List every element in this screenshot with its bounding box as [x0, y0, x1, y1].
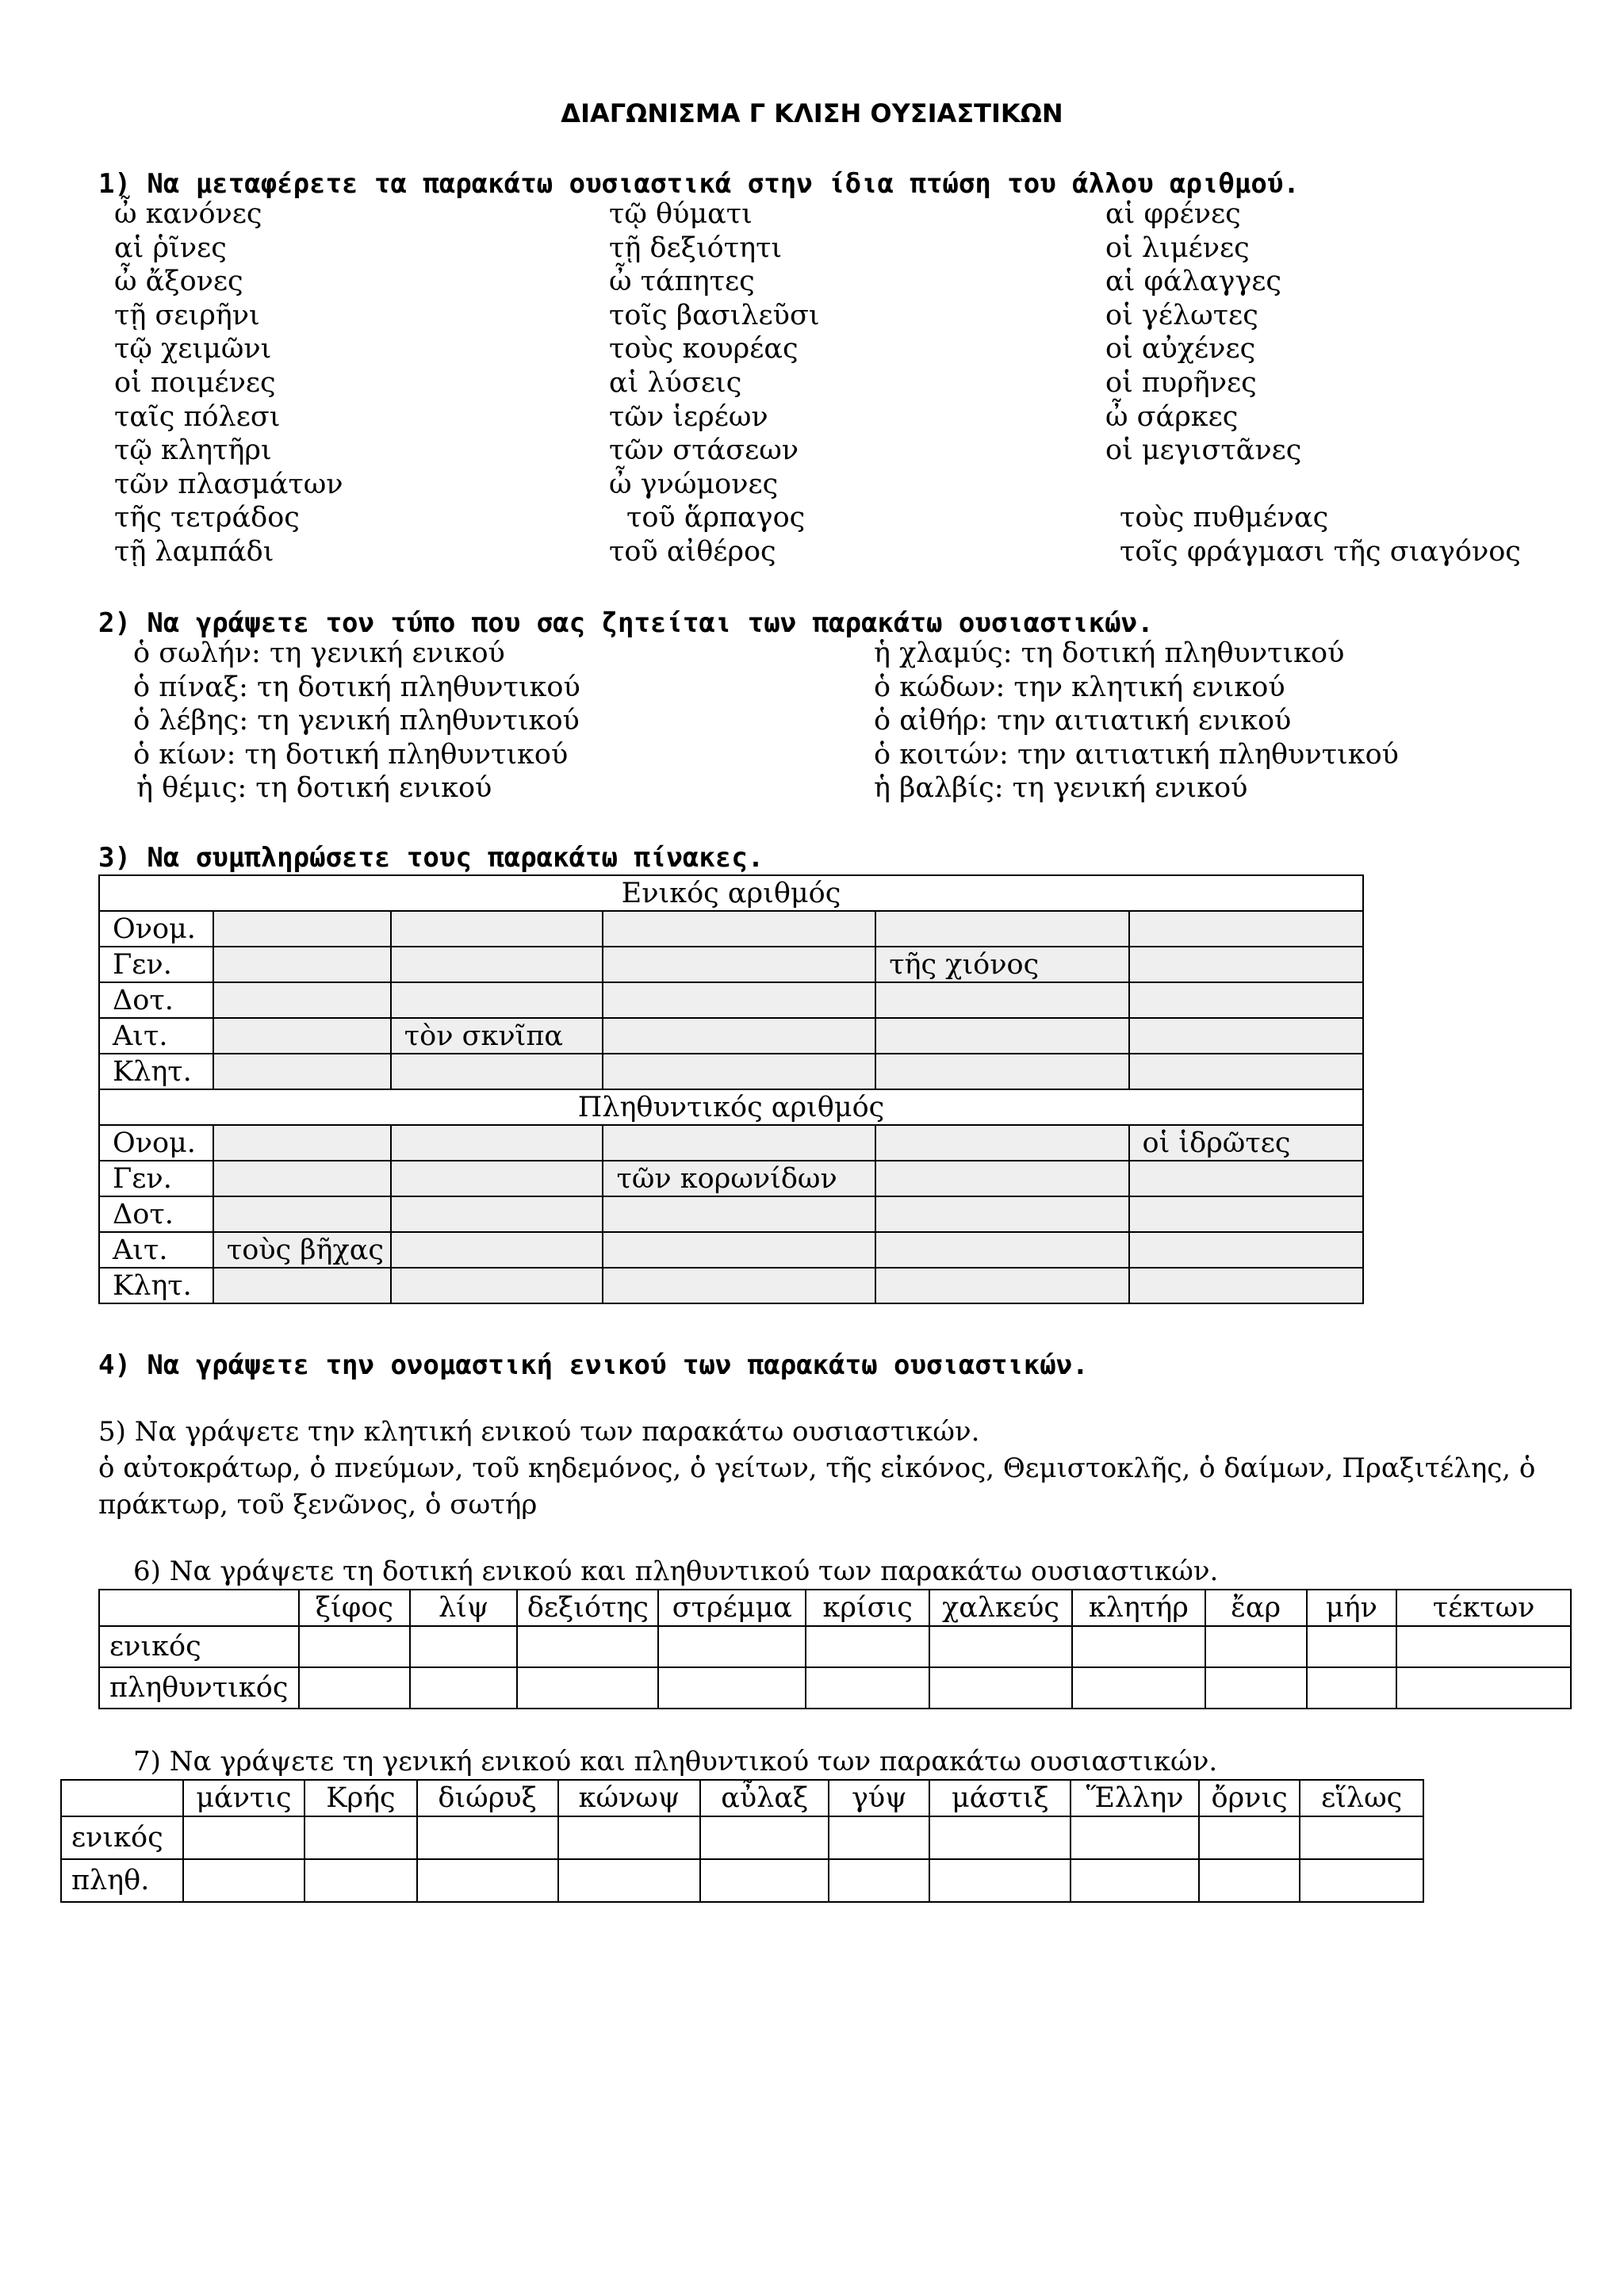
q1-column-3-item: οἱ αὐχένες [1105, 333, 1256, 365]
answer-cell[interactable] [213, 982, 391, 1018]
answer-cell[interactable] [658, 1626, 806, 1667]
q1-col1-item: τῇ λαμπάδι [114, 536, 274, 568]
corner-cell [61, 1780, 183, 1816]
case-label: Αιτ. [99, 1018, 213, 1054]
q1-col1-item: τῇ σειρῆνι [114, 299, 260, 331]
answer-cell[interactable] [1129, 1232, 1364, 1268]
table-row [99, 1018, 1363, 1054]
answer-cell[interactable] [603, 1125, 875, 1161]
column-header: διώρυξ [417, 1780, 558, 1816]
answer-cell[interactable] [829, 1816, 929, 1859]
q1-col2-item: τοῖς βασιλεῦσι [609, 299, 820, 331]
answer-cell[interactable] [929, 1626, 1072, 1667]
case-label: Ονομ. [99, 911, 213, 947]
answer-cell[interactable]: τὸν σκνῖπα [391, 1018, 603, 1054]
q1-col2-item: τοῦ αἰθέρος [609, 536, 776, 568]
answer-cell[interactable] [391, 1232, 603, 1268]
table-row [99, 1054, 1363, 1089]
corner-cell [99, 1590, 299, 1626]
row-label: ενικός [99, 1626, 299, 1667]
q3-caption-row [99, 875, 1363, 911]
q2-left-item: ἡ θέμις: τη δοτική ενικού [136, 772, 492, 805]
q1-col2-item: ὦ γνώμονες [609, 468, 779, 500]
page-title: ΔΙΑΓΩΝΙΣΜΑ Γ ΚΛΙΣΗ ΟΥΣΙΑΣΤΙΚΩΝ [561, 98, 1063, 128]
q1-col2-item: τῶν στάσεων [609, 434, 799, 467]
row-label: πληθ. [61, 1859, 183, 1902]
answer-cell[interactable] [299, 1667, 410, 1709]
answer-cell[interactable] [603, 982, 875, 1018]
answer-cell[interactable] [875, 1232, 1128, 1268]
answer-cell[interactable] [391, 1161, 603, 1196]
answer-cell[interactable] [700, 1859, 829, 1902]
column-header: γύψ [829, 1780, 929, 1816]
answer-cell[interactable] [1199, 1816, 1300, 1859]
header-row [99, 1590, 1571, 1626]
q1-col2-item: ὦ τάπητες [609, 266, 755, 298]
answer-cell[interactable] [304, 1816, 416, 1859]
answer-cell[interactable] [1300, 1859, 1423, 1902]
case-label: Δοτ. [99, 1196, 213, 1232]
column-header: λίψ [410, 1590, 518, 1626]
answer-cell[interactable] [558, 1816, 701, 1859]
answer-cell[interactable] [299, 1626, 410, 1667]
column-header: χαλκεύς [929, 1590, 1072, 1626]
answer-cell[interactable] [517, 1667, 658, 1709]
answer-cell[interactable]: τοὺς βῆχας [213, 1232, 391, 1268]
answer-cell[interactable] [213, 1054, 391, 1089]
column-header: ὄρνις [1199, 1780, 1300, 1816]
table-row [99, 1667, 1571, 1709]
case-label: Κλητ. [99, 1054, 213, 1089]
answer-cell[interactable] [417, 1816, 558, 1859]
q2-left-item: ὁ κίων: τη δοτική πληθυντικού [133, 738, 569, 771]
answer-cell[interactable] [1129, 1161, 1364, 1196]
column-header: Κρής [304, 1780, 416, 1816]
answer-cell[interactable] [875, 1125, 1128, 1161]
q1-column-3-item: τοὺς πυθμένας [1120, 502, 1329, 534]
answer-cell[interactable] [700, 1816, 829, 1859]
answer-cell[interactable] [603, 1232, 875, 1268]
answer-cell[interactable] [391, 1125, 603, 1161]
answer-cell[interactable] [1396, 1667, 1571, 1709]
q1-col2-item: τῷ θύματι [609, 198, 753, 230]
answer-cell[interactable] [391, 1268, 603, 1303]
table-row [99, 982, 1363, 1018]
column-header: στρέμμα [658, 1590, 806, 1626]
column-header: κρίσις [806, 1590, 929, 1626]
q2-right-item: ὁ αἰθήρ: την αιτιατική ενικού [874, 705, 1292, 737]
q1-column-3-item: οἱ γέλωτες [1105, 299, 1258, 331]
q1-col2-item: αἱ λύσεις [609, 367, 742, 399]
q4-heading: 4) Να γράψετε την ονομαστική ενικού των παρακάτω ουσιαστικών. [98, 1349, 1089, 1381]
q7-heading: 7) Να γράψετε τη γενική ενικού και πληθυντικού των παρακάτω ουσιαστικών. [133, 1746, 1218, 1777]
answer-cell[interactable] [1199, 1859, 1300, 1902]
table-row [99, 1125, 1363, 1161]
q2-left-item: ὁ πίναξ: τη δοτική πληθυντικού [133, 671, 580, 703]
column-header: εἵλως [1300, 1780, 1423, 1816]
answer-cell[interactable] [1205, 1667, 1307, 1709]
q2-right-item: ὁ κοιτών: την αιτιατική πληθυντικού [874, 738, 1399, 771]
q1-col1-item: τῷ κλητῆρι [114, 434, 272, 467]
answer-cell[interactable] [417, 1859, 558, 1902]
q1-col2-item: τῶν ἱερέων [609, 400, 768, 433]
answer-cell[interactable] [517, 1626, 658, 1667]
answer-cell[interactable] [806, 1626, 929, 1667]
header-row [61, 1780, 1423, 1816]
column-header: Ἕλλην [1071, 1780, 1199, 1816]
column-header: ξίφος [299, 1590, 410, 1626]
q1-col1-item: τῷ χειμῶνι [114, 333, 272, 365]
column-header: μήν [1307, 1590, 1397, 1626]
q1-col1-item: αἱ ῥῖνες [114, 232, 227, 264]
case-label: Δοτ. [99, 982, 213, 1018]
answer-cell[interactable] [603, 947, 875, 982]
answer-cell[interactable] [875, 1196, 1128, 1232]
table-row [99, 1161, 1363, 1196]
answer-cell[interactable] [391, 911, 603, 947]
answer-cell[interactable] [603, 1196, 875, 1232]
answer-cell[interactable] [1072, 1626, 1205, 1667]
answer-cell[interactable] [213, 1268, 391, 1303]
q1-col2-item: τοὺς κουρέας [609, 333, 799, 365]
q2-left-item: ὁ λέβης: τη γενική πληθυντικού [133, 705, 580, 737]
answer-cell[interactable] [1129, 1196, 1364, 1232]
answer-cell[interactable] [1300, 1816, 1423, 1859]
answer-cell[interactable] [391, 1054, 603, 1089]
q1-col2-item: τοῦ ἅρπαγος [626, 502, 806, 534]
column-header: δεξιότης [517, 1590, 658, 1626]
answer-cell[interactable]: τῶν κορωνίδων [603, 1161, 875, 1196]
row-label: πληθυντικός [99, 1667, 299, 1709]
case-label: Αιτ. [99, 1232, 213, 1268]
answer-cell[interactable] [603, 1054, 875, 1089]
answer-cell[interactable] [213, 1161, 391, 1196]
table-row [99, 911, 1363, 947]
q2-right-item: ἡ βαλβίς: τη γενική ενικού [874, 772, 1248, 805]
answer-cell[interactable] [410, 1626, 518, 1667]
q6-dative-table [98, 1589, 1572, 1709]
answer-cell[interactable] [1396, 1626, 1571, 1667]
answer-cell[interactable] [213, 1018, 391, 1054]
column-header: μάντις [183, 1780, 305, 1816]
answer-cell[interactable] [1307, 1667, 1397, 1709]
answer-cell[interactable] [1205, 1626, 1307, 1667]
table-row [61, 1859, 1423, 1902]
q1-col1-item: τῆς τετράδος [114, 502, 300, 534]
answer-cell[interactable] [603, 911, 875, 947]
answer-cell[interactable] [1071, 1859, 1199, 1902]
answer-cell[interactable] [558, 1859, 701, 1902]
q3-number-caption: Ενικός αριθμός [99, 875, 1363, 911]
answer-cell[interactable] [183, 1816, 305, 1859]
q3-declension-table [98, 874, 1364, 1304]
q1-column-3-item: οἱ πυρῆνες [1105, 367, 1257, 399]
answer-cell[interactable] [1129, 1054, 1364, 1089]
answer-cell[interactable] [929, 1859, 1071, 1902]
answer-cell[interactable] [929, 1667, 1072, 1709]
answer-cell[interactable] [1129, 947, 1364, 982]
table-row [99, 1196, 1363, 1232]
column-header: κλητήρ [1072, 1590, 1205, 1626]
q5-heading: 5) Να γράψετε την κλητική ενικού των παρακάτω ουσιαστικών. [98, 1416, 980, 1448]
answer-cell[interactable] [829, 1859, 929, 1902]
q1-col1-item: ὦ ἄξονες [114, 266, 243, 298]
answer-cell[interactable] [875, 911, 1128, 947]
table-row [99, 1626, 1571, 1667]
q5-word-list-line-2: πράκτωρ, τοῦ ξενῶνος, ὁ σωτήρ [98, 1489, 538, 1521]
answer-cell[interactable] [213, 1125, 391, 1161]
table-row [99, 1232, 1363, 1268]
answer-cell[interactable] [1129, 1018, 1364, 1054]
answer-cell[interactable] [1072, 1667, 1205, 1709]
answer-cell[interactable] [806, 1667, 929, 1709]
q1-column-3-item: οἱ λιμένες [1105, 232, 1250, 264]
q2-right-item: ὁ κώδων: την κλητική ενικού [874, 671, 1285, 703]
column-header: μάστιξ [929, 1780, 1071, 1816]
answer-cell[interactable] [603, 1018, 875, 1054]
q5-word-list-line-1: ὁ αὐτοκράτωρ, ὁ πνεύμων, τοῦ κηδεμόνος, ὁ γείτων, τῆς εἰκόνος, Θεμιστοκλῆς, ὁ δαίμων, Πραξιτέλης, ὁ [98, 1452, 1536, 1484]
answer-cell[interactable] [875, 1268, 1128, 1303]
q1-column-3-item: τοῖς φράγμασι τῆς σιαγόνος [1120, 536, 1521, 568]
q6-heading: 6) Να γράψετε τη δοτική ενικού και πληθυντικού των παρακάτω ουσιαστικών. [133, 1556, 1219, 1587]
q1-column-3-item: αἱ φάλαγγες [1105, 266, 1282, 298]
column-header: κώνωψ [558, 1780, 701, 1816]
row-label: ενικός [61, 1816, 183, 1859]
column-header: ἔαρ [1205, 1590, 1307, 1626]
answer-cell[interactable] [213, 1196, 391, 1232]
q1-col1-item: τῶν πλασμάτων [114, 468, 343, 500]
answer-cell[interactable] [304, 1859, 416, 1902]
case-label: Ονομ. [99, 1125, 213, 1161]
answer-cell[interactable] [1129, 982, 1364, 1018]
answer-cell[interactable] [875, 982, 1128, 1018]
answer-cell[interactable] [875, 1161, 1128, 1196]
table-row [99, 1268, 1363, 1303]
q2-left-item: ὁ σωλήν: τη γενική ενικού [133, 637, 505, 669]
q1-col1-item: οἱ ποιμένες [114, 367, 276, 399]
q3-number-caption: Πληθυντικός αριθμός [99, 1089, 1363, 1125]
answer-cell[interactable] [391, 1196, 603, 1232]
q1-col1-item: ὦ κανόνες [114, 198, 262, 230]
case-label: Γεν. [99, 1161, 213, 1196]
answer-cell[interactable]: τῆς χιόνος [875, 947, 1128, 982]
q3-caption-row [99, 1089, 1363, 1125]
table-row [61, 1816, 1423, 1859]
q1-column-3-item: οἱ μεγιστᾶνες [1105, 434, 1302, 467]
answer-cell[interactable] [875, 1018, 1128, 1054]
q7-genitive-table [60, 1779, 1424, 1903]
answer-cell[interactable]: οἱ ἱδρῶτες [1129, 1125, 1364, 1161]
q1-heading: 1) Να μεταφέρετε τα παρακάτω ουσιαστικά στην ίδια πτώση του άλλου αριθμού. [98, 168, 1300, 200]
table-row [99, 947, 1363, 982]
q1-col1-item: ταῖς πόλεσι [114, 400, 281, 433]
answer-cell[interactable] [875, 1054, 1128, 1089]
q3-heading: 3) Να συμπληρώσετε τους παρακάτω πίνακες. [98, 842, 764, 874]
answer-cell[interactable] [391, 982, 603, 1018]
answer-cell[interactable] [391, 947, 603, 982]
case-label: Κλητ. [99, 1268, 213, 1303]
answer-cell[interactable] [1129, 1268, 1364, 1303]
answer-cell[interactable] [1071, 1816, 1199, 1859]
answer-cell[interactable] [213, 911, 391, 947]
answer-cell[interactable] [410, 1667, 518, 1709]
answer-cell[interactable] [658, 1667, 806, 1709]
column-header: αὖλαξ [700, 1780, 829, 1816]
q2-right-item: ἡ χλαμύς: τη δοτική πληθυντικού [874, 637, 1345, 669]
q1-column-3-item: ὦ σάρκες [1105, 400, 1239, 433]
answer-cell[interactable] [1307, 1626, 1397, 1667]
answer-cell[interactable] [1129, 911, 1364, 947]
q1-col2-item: τῇ δεξιότητι [609, 232, 783, 264]
answer-cell[interactable] [929, 1816, 1071, 1859]
column-header: τέκτων [1396, 1590, 1571, 1626]
q2-heading: 2) Να γράψετε τον τύπο που σας ζητείται των παρακάτω ουσιαστικών. [98, 607, 1154, 639]
q1-column-3-item: αἱ φρένες [1105, 198, 1241, 230]
answer-cell[interactable] [183, 1859, 305, 1902]
answer-cell[interactable] [213, 947, 391, 982]
answer-cell[interactable] [603, 1268, 875, 1303]
case-label: Γεν. [99, 947, 213, 982]
